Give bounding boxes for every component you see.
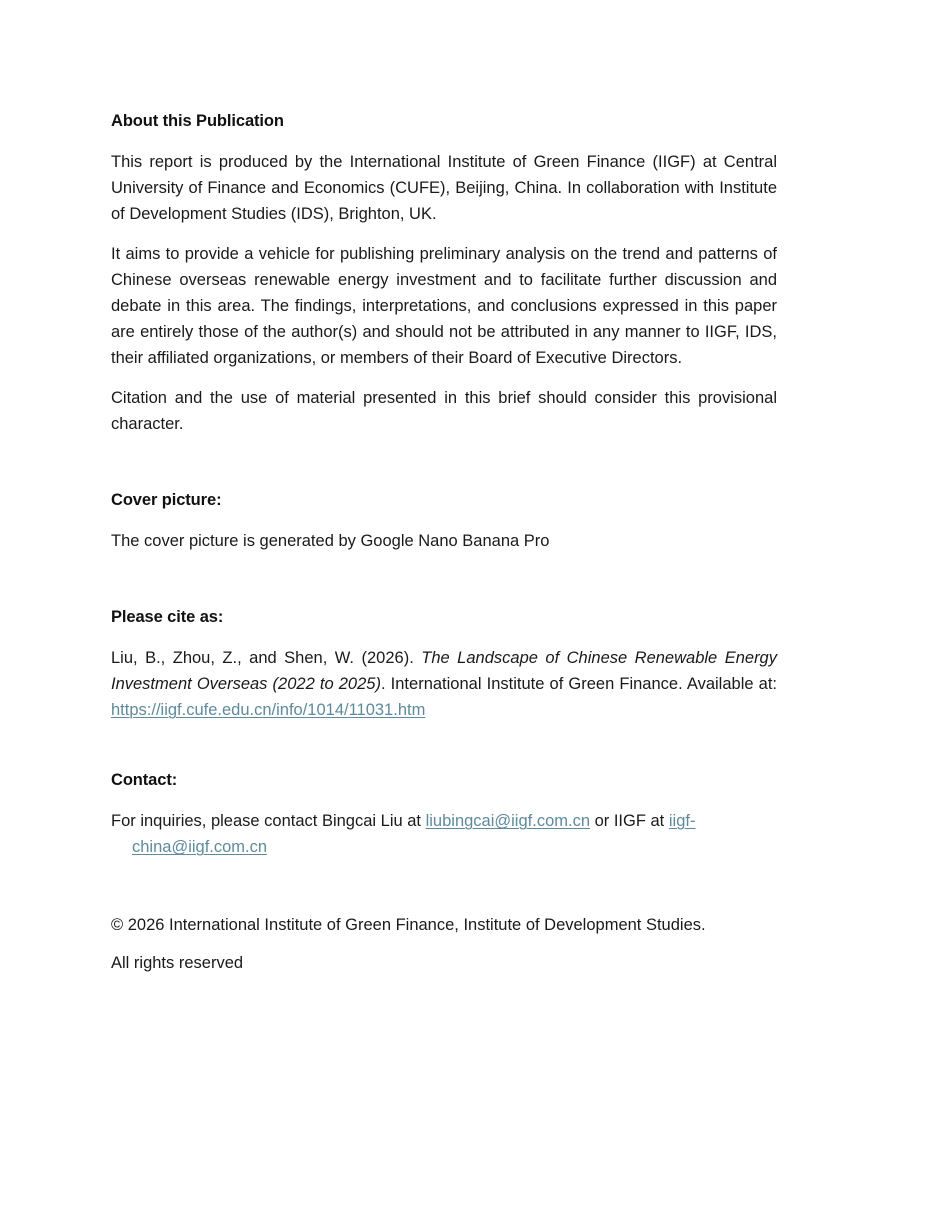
please-cite-as-heading: Please cite as: xyxy=(111,608,224,626)
spacer xyxy=(111,227,777,241)
about-paragraph-3: Citation and the use of material presented in this brief should consider this provisional character. xyxy=(111,389,777,433)
contact-intro: For inquiries, please contact Bingcai Liu at xyxy=(111,812,426,830)
all-rights-reserved-line: All rights reserved xyxy=(111,954,244,972)
citation-authors-year: Liu, B., Zhou, Z., and Shen, W. (2026). xyxy=(111,649,422,667)
contact-text xyxy=(111,808,777,860)
spacer xyxy=(111,791,777,808)
about-paragraph-1: This report is produced by the International Institute of Green Finance (IIGF) at Central University of Finance and Economics (CUFE), Beijing, China. In collaboration with Institute of Development Studies (IDS), Brighton, UK. xyxy=(111,153,777,223)
spacer xyxy=(111,860,777,912)
citation-text xyxy=(111,645,777,723)
spacer xyxy=(111,723,777,769)
spacer xyxy=(111,511,777,528)
spacer xyxy=(111,437,777,489)
about-paragraph-2: It aims to provide a vehicle for publishing preliminary analysis on the trend and patterns of Chinese overseas renewable energy investment and to facilitate further discussion and debate in this area. The findings, interpretations, and conclusions expressed in this paper are entirely those of the author(s) and should not be attributed in any manner to IIGF, IDS, their affiliated organizations, or members of their Board of Executive Directors. xyxy=(111,245,777,367)
citation-title: The Landscape of Chinese Renewable Energy Investment Overseas (2022 to 2025) xyxy=(111,649,777,693)
citation-url-link[interactable]: https://iigf.cufe.edu.cn/info/1014/11031.htm xyxy=(111,701,426,719)
contact-conjunction: or IIGF at xyxy=(590,812,669,830)
cover-picture-text: The cover picture is generated by Google Nano Banana Pro xyxy=(111,532,550,550)
cover-picture-heading: Cover picture: xyxy=(111,491,222,509)
spacer xyxy=(111,628,777,645)
copyright-line: © 2026 International Institute of Green Finance, Institute of Development Studies. xyxy=(111,916,706,934)
spacer xyxy=(111,938,777,950)
spacer xyxy=(111,371,777,385)
citation-publisher: . International Institute of Green Finance. Available at: xyxy=(380,675,777,693)
contact-email-primary-link[interactable]: liubingcai@iigf.com.cn xyxy=(425,812,590,830)
contact-email-secondary-link[interactable]: iigf-china@iigf.com.cn xyxy=(132,812,696,856)
about-publication-heading: About this Publication xyxy=(111,112,284,130)
contact-heading: Contact: xyxy=(111,771,178,789)
document-page xyxy=(111,110,777,976)
spacer xyxy=(111,554,777,606)
spacer xyxy=(111,132,777,149)
